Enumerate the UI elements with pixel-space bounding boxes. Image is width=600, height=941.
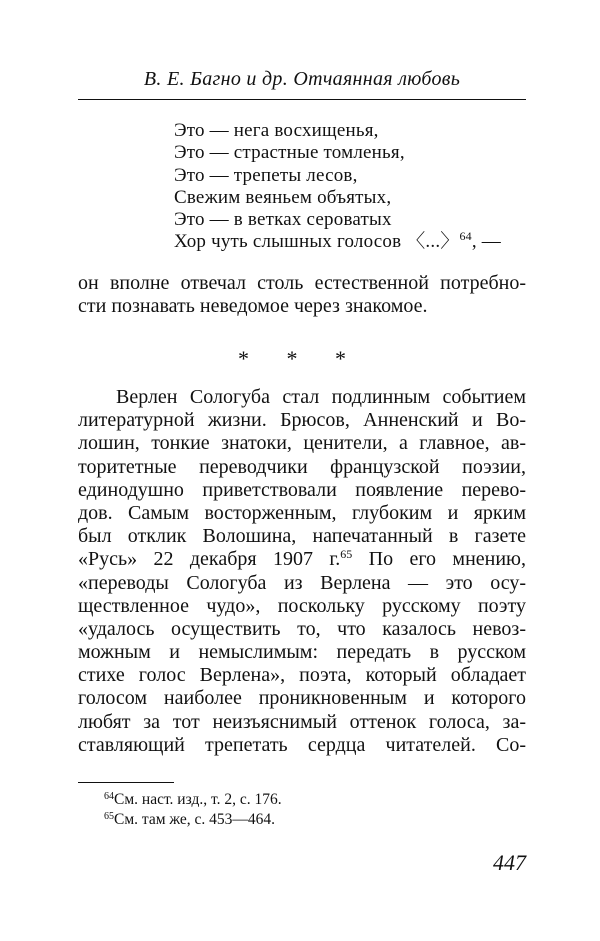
poem-line: Это — в ветках сероватых [174, 209, 392, 231]
text-line: единодушно приветствовали появление перево- [78, 478, 526, 501]
footnote-number: 65 [104, 810, 114, 822]
text-line: голосом наиболее проникновенным и которого [78, 687, 526, 710]
text-segment: «Русь» 22 декабря 1907 г. [78, 548, 341, 571]
poem-line-last [174, 231, 501, 253]
text-line: был отклик Волошина, напечатанный в газете [78, 525, 526, 548]
text-line: любят за тот неизъяснимый оттенок голоса, за- [78, 710, 526, 733]
text-line: сти познавать неведомое через знакомое. [78, 295, 428, 318]
header-rule [78, 99, 526, 100]
footnote-text: См. там же, с. 453—464. [114, 810, 276, 828]
poem-line: Это — трепеты лесов, [174, 164, 358, 186]
poem-line: Свежим веяньем объятых, [174, 186, 392, 208]
text-segment: По его мнению, [352, 548, 527, 571]
text-line: ществленное чудо», поскольку русскому поэту [78, 594, 526, 617]
section-separator: * * * [238, 346, 362, 371]
text-line: литературной жизни. Брюсов, Анненский и Во- [78, 409, 526, 432]
running-title: В. Е. Багно и др. Отчаянная любовь [143, 68, 461, 90]
footnote-text: См. наст. изд., т. 2, с. 176. [114, 791, 282, 808]
text-line: ставляющий трепетать сердца читателей. Со- [78, 733, 526, 756]
text-line: он вполне отвечал столь естественной потребно- [78, 272, 526, 294]
poem-quote [174, 120, 501, 254]
paragraph-main [78, 386, 526, 757]
text-line: торитетные переводчики французской поэзии, [78, 455, 526, 478]
footnote-rule [78, 782, 174, 783]
text-line: можным и немыслимым: передать в русском [78, 641, 526, 664]
text-line: Верлен Сологуба стал подлинным событием [116, 386, 526, 408]
paragraph-continuation [78, 272, 526, 318]
text-line: «удалось осуществить то, что казалось невоз- [78, 617, 526, 640]
footnote-64 [104, 790, 282, 810]
footnote-ref-65[interactable]: 65 [340, 547, 353, 562]
footnote-ref-64[interactable]: 64 [459, 229, 472, 244]
page-number: 447 [493, 850, 526, 875]
text-line: лошин, тонкие знатоки, ценители, а главное, ав- [78, 432, 526, 455]
text-line: стихе голос Верлена», поэта, который обладает [78, 664, 526, 687]
footnote-65 [104, 810, 282, 830]
text-line: «переводы Сологуба из Верлена — это осу- [78, 571, 526, 594]
poem-line-tail: , — [471, 231, 501, 253]
text-line: дов. Самым восторженным, глубоким и ярким [78, 501, 526, 524]
poem-line-text: Хор чуть слышных голосов 〈...〉 [174, 231, 460, 253]
poem-line: Это — страстные томленья, [174, 142, 405, 164]
poem-line: Это — нега восхищенья, [174, 120, 379, 141]
footnote-number: 64 [104, 791, 114, 802]
text-line-with-ref [78, 548, 526, 571]
footnotes [104, 790, 282, 829]
